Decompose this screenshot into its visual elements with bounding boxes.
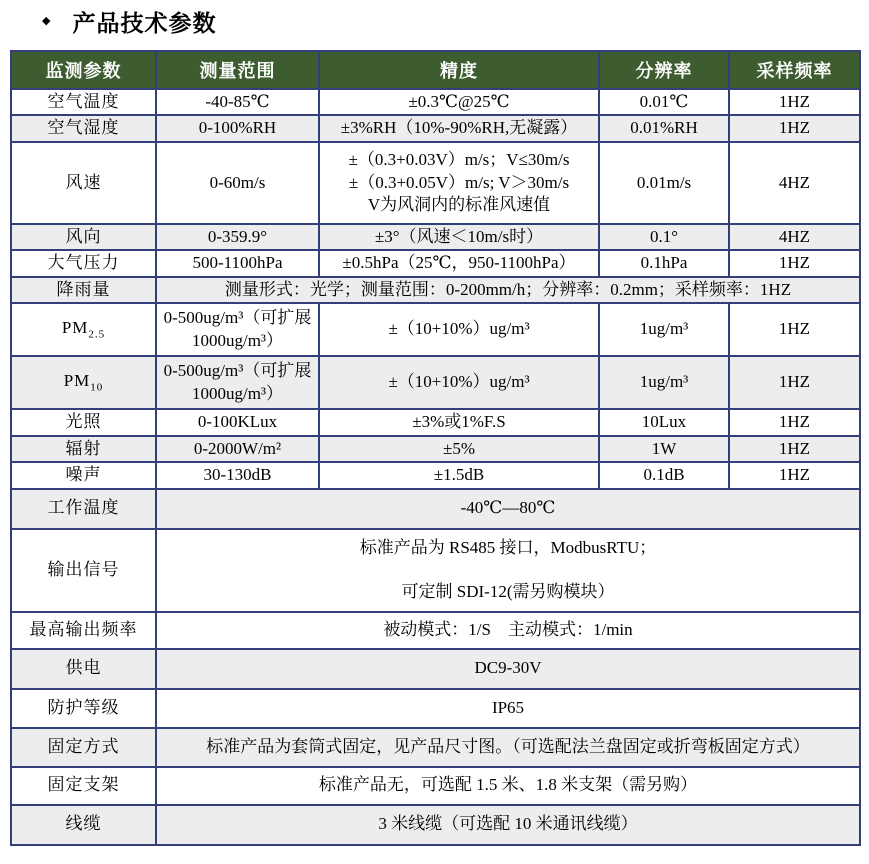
cell-parameter: 固定方式 <box>11 728 156 767</box>
cell-resolution: 0.01%RH <box>599 115 729 141</box>
parameter-subscript: 10 <box>90 381 104 394</box>
cell-accuracy <box>319 356 599 409</box>
cell-parameter: 线缆 <box>11 805 156 845</box>
cell-accuracy <box>319 462 599 488</box>
parameter-subscript: 2.5 <box>88 328 106 341</box>
table-row <box>11 436 860 462</box>
cell-resolution: 0.01℃ <box>599 89 729 115</box>
header-parameter: 监测参数 <box>11 51 156 89</box>
table-row <box>11 767 860 805</box>
span-value-line: 标准产品为 RS485 接口，ModbusRTU； <box>359 537 657 557</box>
table-row <box>11 805 860 845</box>
table-row <box>11 89 860 115</box>
table-header-row <box>11 51 860 89</box>
table-row <box>11 612 860 649</box>
table-row <box>11 142 860 224</box>
span-value-line: 标准产品无，可选配 1.5 米、1.8 米支架（需另购） <box>318 775 698 795</box>
cell-span-value <box>156 612 860 649</box>
cell-sampling-rate: 4HZ <box>729 224 860 250</box>
cell-sampling-rate: 1HZ <box>729 462 860 488</box>
spec-table <box>10 50 861 846</box>
table-row <box>11 689 860 728</box>
cell-resolution: 0.1° <box>599 224 729 250</box>
cell-accuracy <box>319 303 599 356</box>
accuracy-line: ±1.5dB <box>433 465 485 485</box>
cell-sampling-rate: 1HZ <box>729 409 860 435</box>
cell-resolution: 0.1dB <box>599 462 729 488</box>
cell-parameter: 风速 <box>11 142 156 224</box>
cell-parameter: 输出信号 <box>11 529 156 612</box>
accuracy-line: ±（10+10%）ug/m³ <box>388 319 530 339</box>
cell-sampling-rate: 1HZ <box>729 250 860 276</box>
accuracy-line: ±3%RH（10%-90%RH,无凝露） <box>340 118 578 138</box>
span-value-line: 测量形式：光学；测量范围：0-200mm/h；分辨率：0.2mm；采样频率：1HZ <box>224 279 792 299</box>
table-row <box>11 303 860 356</box>
cell-parameter: 光照 <box>11 409 156 435</box>
span-value-line: -40℃—80℃ <box>460 498 556 518</box>
cell-parameter: $PM_{10}$ <box>11 356 156 409</box>
cell-parameter: $PM_{2.5}$ <box>11 303 156 356</box>
header-resolution: 分辨率 <box>599 51 729 89</box>
span-value-line: DC9-30V <box>474 658 542 678</box>
accuracy-line: V为风洞内的标准风速值 <box>367 195 551 215</box>
cell-accuracy <box>319 250 599 276</box>
cell-sampling-rate: 1HZ <box>729 303 860 356</box>
cell-span-value <box>156 689 860 728</box>
cell-range: 500-1100hPa <box>156 250 319 276</box>
cell-accuracy <box>319 89 599 115</box>
cell-range: -40-85℃ <box>156 89 319 115</box>
cell-parameter: 辐射 <box>11 436 156 462</box>
cell-sampling-rate: 1HZ <box>729 89 860 115</box>
table-row <box>11 728 860 767</box>
cell-range: 0-2000W/m² <box>156 436 319 462</box>
cell-parameter: 大气压力 <box>11 250 156 276</box>
accuracy-line: ±0.3℃@25℃ <box>408 92 510 111</box>
accuracy-line: ±（0.3+0.03V）m/s；V≤30m/s <box>348 150 570 170</box>
span-value-line: 被动模式：1/S 主动模式：1/min <box>383 619 633 639</box>
cell-span-value <box>156 277 860 303</box>
cell-parameter: 风向 <box>11 224 156 250</box>
span-value-line: 标准产品为套筒式固定，见产品尺寸图。（可选配法兰盘固定或折弯板固定方式） <box>206 736 810 756</box>
cell-sampling-rate: 1HZ <box>729 115 860 141</box>
cell-parameter: 空气温度 <box>11 89 156 115</box>
table-row <box>11 409 860 435</box>
header-range: 测量范围 <box>156 51 319 89</box>
accuracy-line: ±（0.3+0.05V）m/s; V＞30m/s <box>348 172 570 192</box>
table-row <box>11 529 860 612</box>
cell-resolution: 1W <box>599 436 729 462</box>
diamond-bullet-icon: ◆ <box>42 15 51 27</box>
cell-span-value <box>156 728 860 767</box>
cell-span-value <box>156 805 860 845</box>
table-row <box>11 649 860 689</box>
span-value-line: 可定制 SDI-12(需另购模块） <box>401 582 615 601</box>
cell-parameter: 最高输出频率 <box>11 612 156 649</box>
accuracy-line: ±5% <box>443 438 475 458</box>
table-row <box>11 224 860 250</box>
cell-parameter: 空气湿度 <box>11 115 156 141</box>
cell-sampling-rate: 1HZ <box>729 356 860 409</box>
accuracy-line: ±（10+10%）ug/m³ <box>388 372 530 392</box>
table-row <box>11 356 860 409</box>
cell-resolution: 0.01m/s <box>599 142 729 224</box>
cell-accuracy <box>319 409 599 435</box>
cell-parameter: 固定支架 <box>11 767 156 805</box>
cell-resolution: 10Lux <box>599 409 729 435</box>
accuracy-line: ±3%或1%F.S <box>412 412 506 432</box>
spec-table-body <box>11 89 860 845</box>
accuracy-line: ±3°（风速＜10m/s时） <box>374 226 544 246</box>
cell-range: 30-130dB <box>156 462 319 488</box>
span-value-line: 3 米线缆（可选配 10 米通讯线缆） <box>378 814 638 834</box>
cell-range: 0-100%RH <box>156 115 319 141</box>
span-value-line: IP65 <box>491 697 525 717</box>
cell-resolution: 0.1hPa <box>599 250 729 276</box>
cell-range: 0-500ug/m³（可扩展1000ug/m³） <box>156 303 319 356</box>
cell-resolution: 1ug/m³ <box>599 303 729 356</box>
cell-span-value <box>156 767 860 805</box>
cell-span-value <box>156 649 860 689</box>
cell-accuracy <box>319 142 599 224</box>
table-row <box>11 489 860 529</box>
cell-parameter: 防护等级 <box>11 689 156 728</box>
cell-resolution: 1ug/m³ <box>599 356 729 409</box>
cell-parameter: 供电 <box>11 649 156 689</box>
cell-range: 0-500ug/m³（可扩展1000ug/m³） <box>156 356 319 409</box>
cell-parameter: 噪声 <box>11 462 156 488</box>
cell-range: 0-60m/s <box>156 142 319 224</box>
page-title: 产品技术参数 <box>72 10 217 36</box>
table-row <box>11 250 860 276</box>
header-accuracy: 精度 <box>319 51 599 89</box>
cell-range: 0-359.9° <box>156 224 319 250</box>
cell-span-value <box>156 489 860 529</box>
table-row <box>11 277 860 303</box>
table-row <box>11 462 860 488</box>
cell-sampling-rate: 1HZ <box>729 436 860 462</box>
accuracy-line: ±0.5hPa（25℃，950-1100hPa） <box>342 253 576 273</box>
cell-accuracy <box>319 436 599 462</box>
cell-accuracy <box>319 115 599 141</box>
section-title <box>0 0 869 38</box>
cell-sampling-rate: 4HZ <box>729 142 860 224</box>
cell-parameter: 工作温度 <box>11 489 156 529</box>
cell-accuracy <box>319 224 599 250</box>
cell-range: 0-100KLux <box>156 409 319 435</box>
table-row <box>11 115 860 141</box>
cell-span-value <box>156 529 860 612</box>
cell-parameter: 降雨量 <box>11 277 156 303</box>
header-rate: 采样频率 <box>729 51 860 89</box>
